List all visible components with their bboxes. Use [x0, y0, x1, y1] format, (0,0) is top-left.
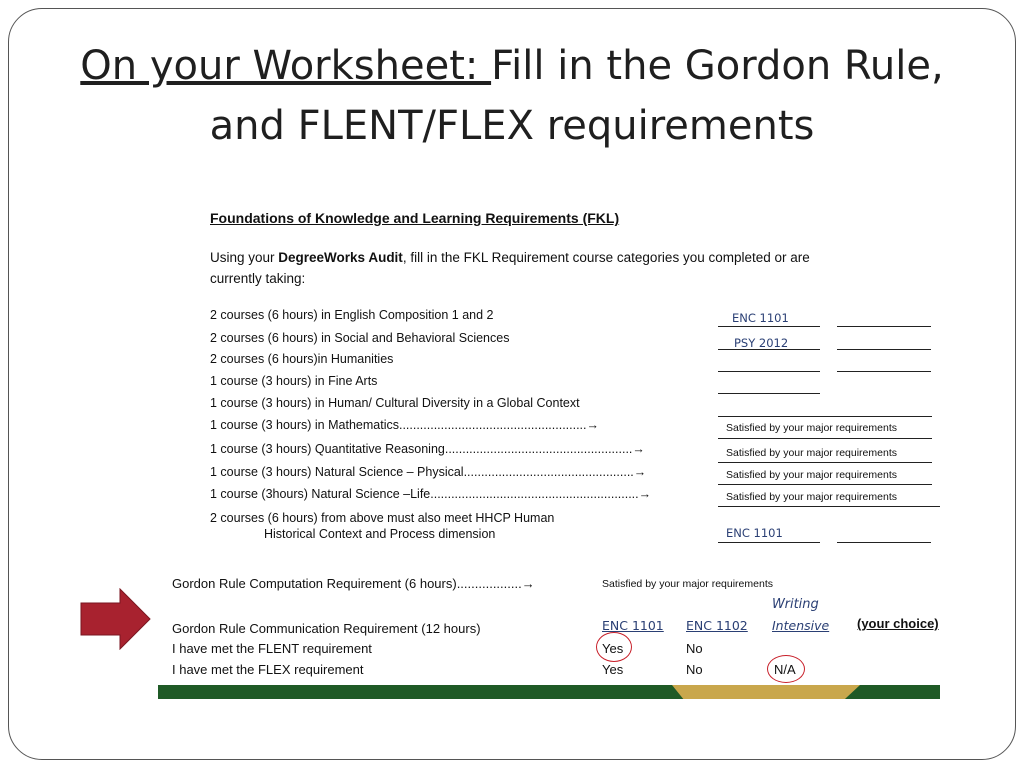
satisfied-life: Satisfied by your major requirements [726, 491, 897, 503]
req-hhcp: 2 courses (6 hours) from above must also meet HHCP Human [210, 511, 555, 525]
req-fine-arts: 1 course (3 hours) in Fine Arts [210, 374, 378, 388]
fkl-intro [210, 247, 850, 289]
flex-no: No [686, 662, 703, 677]
footer-accent [672, 685, 860, 699]
req-life: 1 course (3hours) Natural Science –Life............................................................→ [210, 487, 652, 501]
req-physical: 1 course (3 hours) Natural Science – Physical.................................................→ [210, 465, 647, 479]
answer-english: ENC 1101 [732, 311, 789, 325]
fkl-heading: Foundations of Knowledge and Learning Requirements (FKL) [210, 210, 620, 226]
red-arrow-icon [80, 588, 152, 650]
flex-na-circle [767, 655, 805, 683]
gordon-communication: Gordon Rule Communication Requirement (12 hours) [172, 621, 481, 636]
answer-hhcp: ENC 1101 [726, 526, 783, 540]
satisfied-math: Satisfied by your major requirements [726, 422, 897, 434]
slide-title [40, 36, 984, 156]
gordon-computation: Gordon Rule Computation Requirement (6 hours)..................→ [172, 576, 535, 591]
col-writing: Writing [772, 597, 819, 612]
col-enc1102: ENC 1102 [686, 618, 748, 633]
req-humanities: 2 courses (6 hours)in Humanities [210, 352, 394, 366]
col-your-choice: (your choice) [857, 616, 939, 631]
req-math: 1 course (3 hours) in Mathematics......................................................→ [210, 418, 600, 432]
answer-social: PSY 2012 [734, 336, 789, 350]
gordon-computation-answer: Satisfied by your major requirements [602, 578, 773, 590]
req-quant: 1 course (3 hours) Quantitative Reasoning......................................................→ [210, 442, 645, 456]
satisfied-physical: Satisfied by your major requirements [726, 469, 897, 481]
req-english: 2 courses (6 hours) in English Composition 1 and 2 [210, 308, 494, 322]
flent-label: I have met the FLENT requirement [172, 641, 372, 656]
req-diversity: 1 course (3 hours) in Human/ Cultural Diversity in a Global Context [210, 396, 580, 410]
flent-yes-circle [596, 632, 632, 662]
flent-no: No [686, 641, 703, 656]
title-rest: Fill in the Gordon Rule, and FLENT/FLEX requirements [209, 43, 944, 149]
col-intensive: Intensive [772, 618, 830, 633]
title-underlined: On your Worksheet: [80, 43, 492, 89]
req-social: 2 courses (6 hours) in Social and Behavioral Sciences [210, 331, 510, 345]
flex-yes: Yes [602, 662, 624, 677]
intro-pre: Using your [210, 250, 279, 265]
intro-post: , fill in the FKL Requirement course categories you completed or are currently taking: [210, 250, 810, 286]
flent-yes: Yes [602, 641, 624, 656]
req-hhcp-cont: Historical Context and Process dimension [264, 527, 496, 541]
worksheet-image [160, 200, 950, 700]
satisfied-quant: Satisfied by your major requirements [726, 447, 897, 459]
flex-label: I have met the FLEX requirement [172, 662, 364, 677]
intro-bold: DegreeWorks Audit [278, 250, 403, 265]
col-enc1101: ENC 1101 [602, 618, 664, 633]
flex-na: N/A [774, 662, 796, 677]
